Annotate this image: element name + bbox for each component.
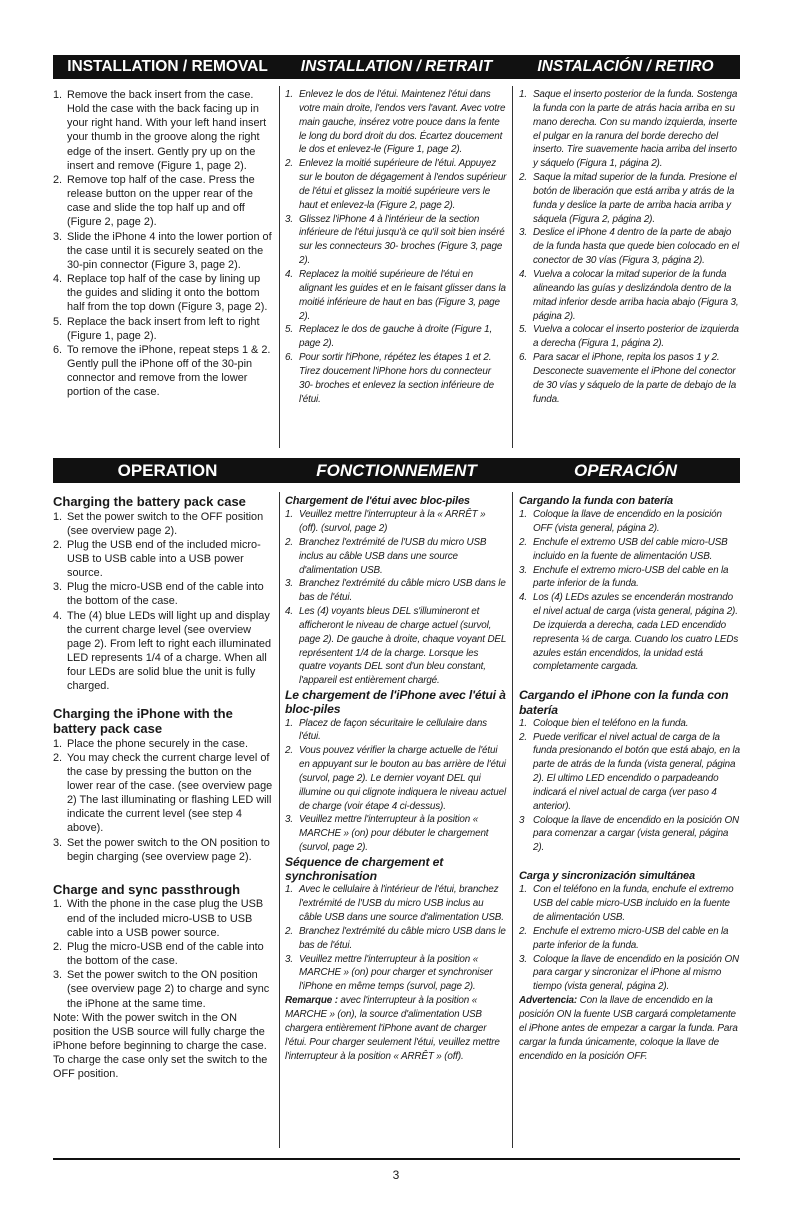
list-item: 3. Veuillez mettre l'interrupteur à la position « MARCHE » (on) pour débuter le chargement (survol, page 2). (285, 814, 489, 854)
section-title: Charging the battery pack case (53, 494, 246, 509)
page-number: 3 (392, 1168, 400, 1182)
list-item: 2. Plug the micro-USB end of the cable into the bottom of the case. (53, 940, 264, 968)
note: Note: With the power switch in the ON position the USB source will fully charge the iPhone before beginning to charge the case. To charge the case only set the switch to the OFF position. (53, 1011, 268, 1081)
list-item: 3. Branchez l'extrémité du câble micro USB dans le bas de l'étui. (285, 578, 506, 604)
list-item: 1. Coloque la llave de encendido en la posición OFF (vista general, página 2). (519, 509, 722, 535)
list-item: 3. Set the power switch to the ON position to begin charging (see overview page 2). (53, 836, 270, 863)
list-item: 4. Replacez la moitié supérieure de l'étui en alignant les guides et en le faisant glisser dans la moitié inférieure de haut en bas (Figure 3, page 2). (285, 268, 506, 322)
list-item: 6. Para sacar el iPhone, repita los pasos 1 y 2. Desconecte suavemente el iPhone del conector de 30 vías y sáquelo de la parte de debajo de la funda. (519, 352, 737, 405)
list-item: 3. Veuillez mettre l'interrupteur à la position « MARCHE » (on) pour charger et synchroniser l'iPhone en même temps (survol, page 2). (285, 953, 493, 993)
list-item: 4. Les (4) voyants bleus DEL s'illumineront et afficheront le niveau de charge actuel (survol, page 2). De gauche à droite, chaque voyant DEL représentent 1/4 de la charge. Lorsque les quatre voyants DEL sont d'un bleu constant, l'appareil est entièrement chargé. (285, 606, 507, 687)
list-item: 2. Branchez l'extrémité du câble micro USB dans le bas de l'étui. (285, 925, 506, 951)
column-divider (279, 86, 280, 448)
installation-header-bar (53, 55, 740, 79)
list-item: 1. Place the phone securely in the case. (53, 737, 249, 750)
note-label: Remarque : (285, 995, 338, 1007)
list-item: 2. Plug the USB end of the included micro-USB to USB cable into a USB power source. (53, 538, 261, 580)
installation-fr-column (285, 88, 507, 406)
footer-rule (53, 1158, 740, 1160)
list-item: 6. Pour sortir l'iPhone, répétez les étapes 1 et 2. Tirez doucement l'iPhone hors du connecteur 30- broches et enlevez la section inférieure de l'étui. (285, 352, 494, 405)
list-item: 3. Slide the iPhone 4 into the lower portion of the case until it is securely seated on the 30-pin connector (Figure 3, page 2). (53, 230, 272, 271)
section-title: Le chargement de l'iPhone avec l'étui à bloc-piles (285, 688, 506, 717)
list-item: 2. Branchez l'extrémité de l'USB du micro USB inclus au câble USB dans une source d'alimentation USB. (285, 536, 487, 576)
section-title: Séquence de chargement et synchronisation (285, 855, 444, 884)
note-label: Advertencia: (519, 995, 578, 1007)
list-item: 2. Saque la mitad superior de la funda. Presione el botón de liberación que está arriba y atrás de la funda y deslice la parte de arriba hacia arriba y sáquela (Figura 2, página 2). (519, 172, 737, 225)
list-item: 5. Vuelva a colocar el inserto posterior de izquierda a derecha (Figura 1, página 2). (519, 324, 739, 350)
list-item: 1. Remove the back insert from the case. Hold the case with the back facing up in your right hand. With your left hand insert your thumb in the groove along the right edge of the insert. Gently pry up on the insert and remove (Figure 1, page 2). (53, 89, 267, 172)
column-divider (512, 86, 513, 448)
list-item: 4. The (4) blue LEDs will light up and display the current charge level (see overview page 2). From left to right each illuminated LED represents 1/4 of a charge. When all four LEDs are solid blue the unit is fully charged. (53, 609, 271, 693)
list-item: 2. Vous pouvez vérifier la charge actuelle de l'étui en appuyant sur le bouton au bas arrière de l'étui (survol, page 2). Le dernier voyant DEL qui illumine ou qui clignote indiquera le niveau actuel de charge (voir étape 4 ci-dessus). (285, 745, 506, 812)
header-installation-fr: INSTALLATION / RETRAIT (300, 58, 493, 75)
list-item: 1. Veuillez mettre l'interrupteur à la « ARRÊT » (off). (survol, page 2) (285, 509, 486, 535)
note: Remarque : avec l'interrupteur à la position « MARCHE » (on), la source d'alimentation USB chargera entièrement l'iPhone avant de charger l'étui. Pour charger seulement l'étui, veuillez mettre l'interrupteur à la position « ARRÊT » (off). (285, 995, 500, 1062)
section-title: Cargando el iPhone con la funda con batería (519, 688, 729, 717)
installation-en-column (53, 88, 275, 399)
list-item: 2. Enchufe el extremo micro-USB del cable en la parte inferior de la funda. (519, 925, 729, 951)
list-item: 2. Puede verificar el nivel actual de carga de la funda presionando el botón que está abajo, en la parte de atrás de la funda (vista general, página 2). El ultimo LED encendido o parpadeando indicará el nivel actual de carga (ver paso 4 anterior). (519, 731, 740, 812)
list-item: 6. To remove the iPhone, repeat steps 1 & 2. Gently pull the iPhone off of the 30-pin connector and remove from the lower portion of the case. (53, 343, 271, 399)
operation-en-column (53, 494, 275, 1154)
list-item: 3 Coloque la llave de encendido en la posición ON para comenzar a cargar (vista general, página 2). (519, 814, 739, 854)
list-item: 2. Remove top half of the case. Press the release button on the upper rear of the case and slide the top half up and off (Figure 2, page 2). (53, 173, 255, 229)
list-item: 4. Vuelva a colocar la mitad superior de la funda alineando las guías y deslizándola dentro de la mitad inferior desde arriba hacia abajo (Figura 3, página 2). (519, 268, 739, 322)
list-item: 1. With the phone in the case plug the USB end of the included micro-USB to USB cable into a USB power source. (53, 898, 264, 939)
list-item: 3. Set the power switch to the ON position (see overview page 2) to charge and sync the iPhone at the same time. (53, 969, 270, 1010)
column-divider (512, 492, 513, 1148)
list-item: 3. Enchufe el extremo micro-USB del cable en la parte inferior de la funda. (519, 564, 729, 590)
header-installation-es: INSTALACIÓN / RETIRO (537, 58, 714, 75)
list-item: 1. Enlevez le dos de l'étui. Maintenez l'étui dans votre main droite, l'endos vers l'avant. Avec votre main gauche, insérez votre pouce dans la fente le long du bord droit du dos. Écartez doucement le dos et enlevez-le (Figure 1, page 2). (285, 89, 506, 156)
header-operation-es: OPERACIÓN (574, 460, 677, 480)
list-item: 3. Coloque la llave de encendido en la posición ON para cargar y sincronizar el iPhone al mismo tiempo (vista general, página 2). (519, 953, 739, 993)
header-installation-en: INSTALLATION / REMOVAL (67, 58, 268, 75)
list-item: 1. Coloque bien el teléfono en la funda. (519, 717, 689, 729)
list-item: 1. Con el teléfono en la funda, enchufe el extremo USB del cable micro-USB incluido en la fuente de alimentación USB. (519, 884, 734, 924)
list-item: 5. Replace the back insert from left to right (Figure 1, page 2). (53, 315, 260, 342)
section-title: Charging the iPhone with the battery pack case (53, 705, 233, 737)
list-item: 4. Replace top half of the case by lining up the guides and sliding it onto the bottom half from the top down (Figure 3, page 2). (53, 273, 268, 314)
list-item: 3. Deslice el iPhone 4 dentro de la parte de abajo de la funda hasta que quede bien colocado en el conector de 30 vías (Figura 3, página 2). (519, 227, 739, 267)
list-item: 3. Glissez l'iPhone 4 à l'intérieur de la section inférieure de l'étui jusqu'à ce qu'il soit bien inséré sur les connecteurs 30- broches (Figure 3, page 2). (285, 213, 505, 267)
list-item: 1. Saque el inserto posterior de la funda. Sostenga la funda con la parte de atrás hacia arriba en su mano derecha. Con su mando izquierda, inserte el pulgar en la ranura del borde derecho del inserto. Tire suavemente hacia arriba del inserto y sáquelo (Figura 1, página 2). (519, 89, 738, 170)
list-item: 1. Placez de façon sécuritaire le cellulaire dans l'étui. (285, 717, 487, 743)
list-item: 3. Plug the micro-USB end of the cable into the bottom of the case. (53, 581, 264, 608)
header-operation-en: OPERATION (117, 460, 218, 480)
header-operation-fr: FONCTIONNEMENT (316, 460, 477, 480)
list-item: 2. Enchufe el extremo USB del cable micro-USB incluido en la fuente de alimentación USB. (519, 536, 728, 562)
column-divider (279, 492, 280, 1148)
section-title: Cargando la funda con batería (519, 495, 673, 507)
note: Advertencia: Con la llave de encendido en la posición ON la fuente USB cargará completamente el iPhone antes de empezar a cargar la funda. Para cargar la funda únicamente, coloque la llave de encendido en la posición OFF. (519, 995, 738, 1062)
operation-header-bar (53, 458, 740, 483)
list-item: 4. Los (4) LEDs azules se encenderán mostrando el nivel actual de carga (vista general, página 2). De izquierda a derecha, cada LED encendido representa ¼ de carga. Cuando los cuatro LEDs azules están encendidos, la unidad está completamente cargada. (519, 592, 739, 673)
section-title: Charge and sync passthrough (53, 881, 241, 897)
list-item: 1. Avec le cellulaire à l'intérieur de l'étui, branchez l'extrémité de l'USB du micro USB inclus au câble USB dans une source d'alimentation USB. (285, 884, 504, 924)
section-title: Carga y sincronización simultánea (519, 870, 695, 883)
list-item: 2. Enlevez la moitié supérieure de l'étui. Appuyez sur le bouton de dégagement à l'endos supérieur de l'étui et glissez la moitié supérieure vers le haut et enlevez-la (Figure 2, page 2). (285, 158, 507, 211)
list-item: 5. Replacez le dos de gauche à droite (Figure 1, page 2). (285, 324, 493, 350)
operation-es-column (519, 494, 741, 1154)
installation-es-column (519, 88, 741, 406)
list-item: 1. Set the power switch to the OFF position (see overview page 2). (53, 510, 264, 537)
list-item: 2. You may check the current charge level of the case by pressing the button on the lower rear of the case. (see overview page 2) The last illuminating or flashing LED will indicate the current level (see step 4 above). (53, 751, 273, 835)
section-title: Chargement de l'étui avec bloc-piles (285, 495, 470, 507)
operation-fr-column (285, 494, 507, 1154)
